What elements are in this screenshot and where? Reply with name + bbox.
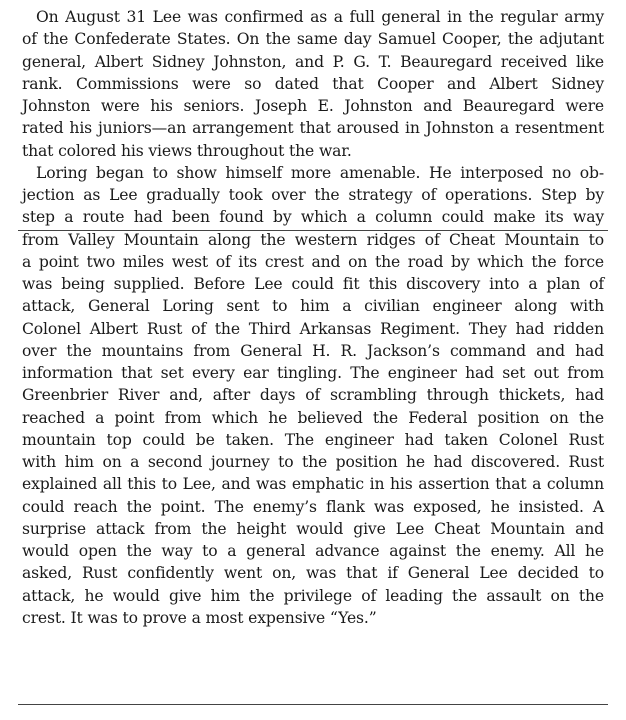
text-line: reached a point from which he believed the Federal position on the [22, 408, 604, 427]
text-line: from Valley Mountain along the western ridges of Cheat Mountain to [22, 230, 604, 249]
text-line: asked, Rust confidently went on, was that if General Lee decided to [22, 564, 604, 583]
text-line: was being supplied. Before Lee could fit this discovery into a plan of [22, 275, 604, 293]
text-line: crest. It was to prove a most expensive “Yes.” [22, 608, 377, 627]
text-line: Colonel Albert Rust of the Third Arkansas Regiment. They had ridden [22, 319, 604, 338]
text-line: information that set every ear tingling. The engineer had set out from [22, 364, 604, 382]
text-line: would open the way to a general advance against the enemy. All he [22, 542, 604, 560]
text-line: over the mountains from General H. R. Jackson’s command and had [22, 341, 604, 360]
text-line: could reach the point. The enemy’s flank was exposed, he insisted. A [22, 497, 604, 516]
text-line: attack, he would give him the privilege of leading the assault on the [22, 586, 604, 605]
text-line: that colored his views throughout the war. [22, 141, 352, 160]
text-line: explained all this to Lee, and was emphatic in his assertion that a column [22, 475, 604, 494]
text-line: jection as Lee gradually took over the strategy of operations. Step by [22, 186, 604, 204]
text-line: general, Albert Sidney Johnston, and P. G. T. Beauregard received like [22, 52, 604, 71]
text-line: mountain top could be taken. The engineer had taken Colonel Rust [22, 430, 604, 449]
text-line: On August 31 Lee was confirmed as a full general in the regular army [36, 8, 604, 26]
paragraph-2 [22, 162, 604, 629]
text-line: Loring began to show himself more amenable. He interposed no ob- [36, 163, 604, 182]
text-line: with him on a second journey to the position he had discovered. Rust [22, 453, 604, 471]
text-line: attack, General Loring sent to him a civilian engineer along with [22, 297, 604, 316]
paragraph-1 [22, 6, 604, 162]
text-line: step a route had been found by which a column could make its way [22, 208, 604, 227]
divider-line [18, 704, 608, 705]
text-line: a point two miles west of its crest and on the road by which the force [22, 252, 604, 271]
text-line: rated his juniors—an arrangement that aroused in Johnston a resentment [22, 119, 604, 138]
text-line: surprise attack from the height would give Lee Cheat Mountain and [22, 519, 604, 538]
text-line: of the Confederate States. On the same day Samuel Cooper, the adjutant [22, 30, 604, 49]
text-line: Greenbrier River and, after days of scrambling through thickets, had [22, 386, 604, 405]
text-line: rank. Commissions were so dated that Cooper and Albert Sidney [22, 74, 604, 93]
text-line: Johnston were his seniors. Joseph E. Johnston and Beauregard were [22, 97, 604, 115]
divider-line [18, 230, 608, 231]
book-page [22, 6, 604, 629]
